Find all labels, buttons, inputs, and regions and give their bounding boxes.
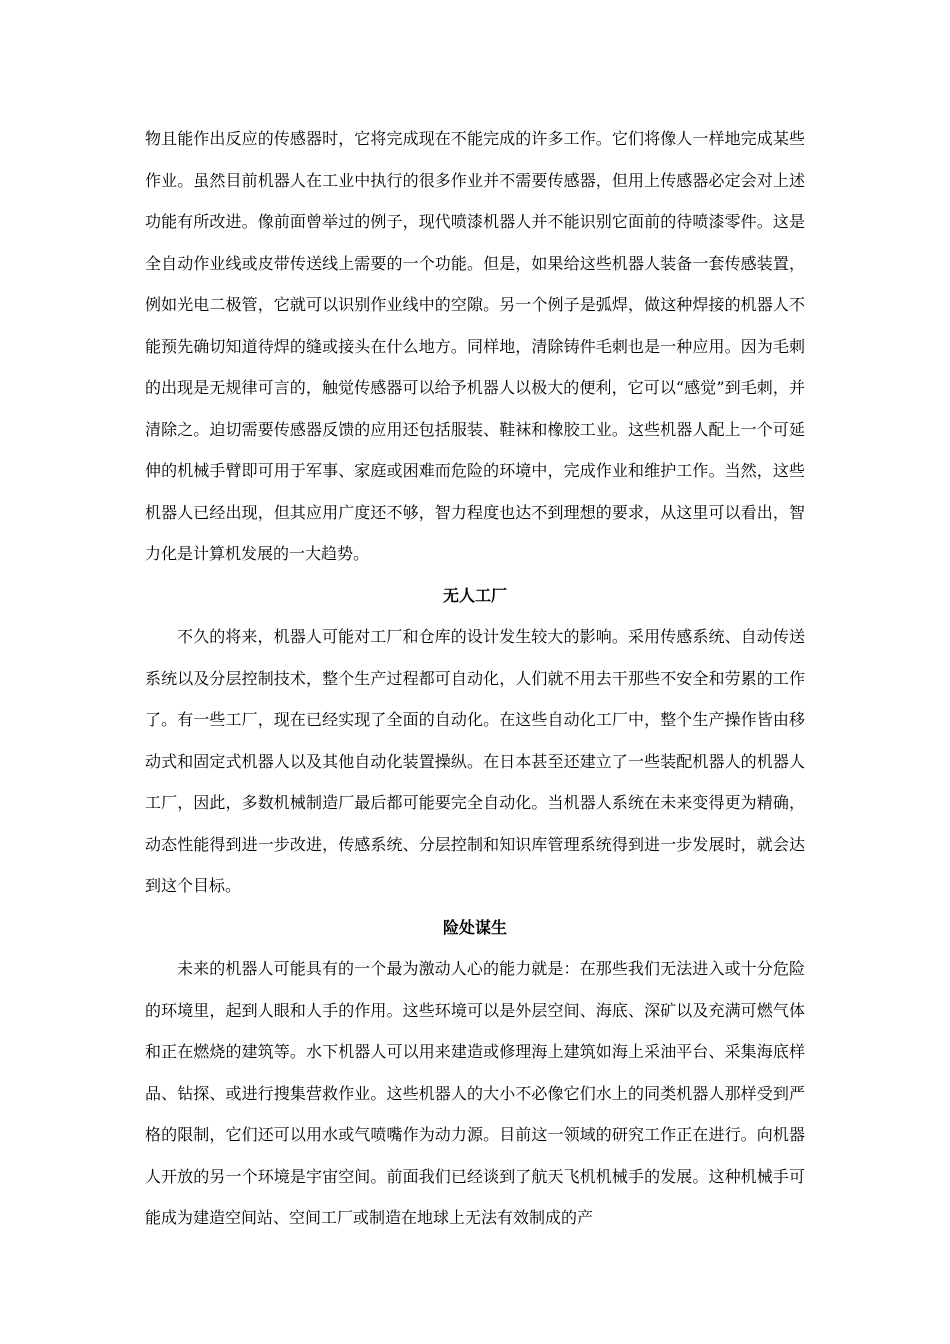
- paragraph-hazardous-environments: 未来的机器人可能具有的一个最为激动人心的能力就是：在那些我们无法进入或十分危险的环境里，起到人眼和人手的作用。这些环境可以是外层空间、海底、深矿以及充满可燃气体和正在燃烧的建筑等。水下机器人可以用来建造或修理海上建筑如海上采油平台、采集海底样品、钻探、或进行搜集营救作业。这些机器人的大小不必像它们水上的同类机器人那样受到严格的限制，它们还可以用水或气喷嘴作为动力源。目前这一领域的研究工作正在进行。向机器人开放的另一个环境是宇宙空间。前面我们已经谈到了航天飞机机械手的发展。这种机械手可能成为建造空间站、空间工厂或制造在地球上无法有效制成的产: [145, 959, 805, 1227]
- document-page: [145, 118, 805, 1239]
- paragraph-unmanned-factory: 不久的将来，机器人可能对工厂和仓库的设计发生较大的影响。采用传感系统、自动传送系统以及分层控制技术，整个生产过程都可自动化，人们就不用去干那些不安全和劳累的工作了。有一些工厂，现在已经实现了全面的自动化。在这些自动化工厂中，整个生产操作皆由移动式和固定式机器人以及其他自动化装置操纵。在日本甚至还建立了一些装配机器人的机器人工厂，因此，多数机械制造厂最后都可能要完全自动化。当机器人系统在未来变得更为精确，动态性能得到进一步改进，传感系统、分层控制和知识库管理系统得到进一步发展时，就会达到这个目标。: [145, 627, 805, 895]
- section-heading-hazardous-environments: 险处谋生: [442, 917, 507, 937]
- section-heading-unmanned-factory: 无人工厂: [442, 585, 507, 605]
- paragraph-sensors: 物且能作出反应的传感器时，它将完成现在不能完成的许多工作。它们将像人一样地完成某些作业。虽然目前机器人在工业中执行的很多作业并不需要传感器，但用上传感器必定会对上述功能有所改进。像前面曾举过的例子，现代喷漆机器人并不能识别它面前的待喷漆零件。这是全自动作业线或皮带传送线上需要的一个功能。但是，如果给这些机器人装备一套传感装置，例如光电二极管，它就可以识别作业线中的空隙。另一个例子是弧焊，做这种焊接的机器人不能预先确切知道待焊的缝或接头在什么地方。同样地，清除铸件毛刺也是一种应用。因为毛刺的出现是无规律可言的，触觉传感器可以给予机器人以极大的便利，它可以“感觉”到毛刺，并清除之。迫切需要传感器反馈的应用还包括服装、鞋袜和橡胶工业。这些机器人配上一个可延伸的机械手臂即可用于军事、家庭或困难而危险的环境中，完成作业和维护工作。当然，这些机器人已经出现，但其应用广度还不够，智力程度也达不到理想的要求，从这里可以看出，智力化是计算机发展的一大趋势。: [145, 129, 805, 563]
